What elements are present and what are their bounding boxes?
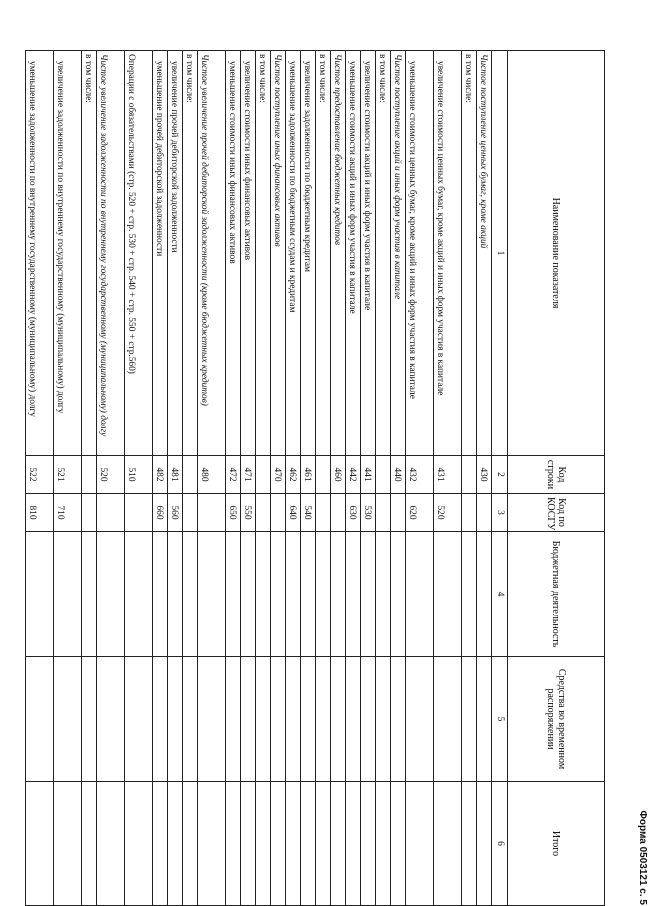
- row-kosgu: 560: [168, 494, 183, 532]
- row-temp-funds-value: [26, 657, 54, 782]
- row-total-value: [125, 782, 153, 906]
- row-budget-value: [153, 532, 168, 657]
- row-kosgu: 540: [301, 494, 316, 532]
- row-kosgu: [183, 494, 198, 532]
- header-row: [508, 51, 605, 906]
- row-name: увеличение стоимости ценных бумаг, кроме акций и иных форм участия в капитале: [434, 51, 462, 456]
- row-name: увеличение задолженности по внутреннему государственному (муниципальному) долгу: [54, 51, 82, 456]
- row-budget-value: [376, 532, 391, 657]
- row-budget-value: [361, 532, 376, 657]
- row-temp-funds-value: [226, 657, 241, 782]
- row-budget-value: [241, 532, 256, 657]
- row-kosgu: [316, 494, 331, 532]
- row-code: [183, 456, 198, 494]
- row-total-value: [198, 782, 226, 906]
- row-name: уменьшение задолженности по внутреннему государственному (муниципальному) долгу: [26, 51, 54, 456]
- row-name: уменьшение стоимости иных финансовых активов: [226, 51, 241, 456]
- row-code: 441: [361, 456, 376, 494]
- row-total-value: [331, 782, 346, 906]
- row-total-value: [361, 782, 376, 906]
- row-name: Чистое поступление иных финансовых активов: [271, 51, 286, 456]
- row-code: 470: [271, 456, 286, 494]
- header-number: 1: [492, 51, 508, 456]
- row-budget-value: [286, 532, 301, 657]
- row-code: 522: [26, 456, 54, 494]
- table-row: [361, 51, 376, 906]
- row-temp-funds-value: [271, 657, 286, 782]
- row-kosgu: [331, 494, 346, 532]
- report-table: [25, 50, 605, 906]
- row-kosgu: 550: [241, 494, 256, 532]
- row-temp-funds-value: [97, 657, 125, 782]
- row-temp-funds-value: [82, 657, 97, 782]
- row-name: уменьшение стоимости ценных бумаг, кроме акций и иных форм участия в капитале: [406, 51, 434, 456]
- row-kosgu: 660: [153, 494, 168, 532]
- row-temp-funds-value: [331, 657, 346, 782]
- row-kosgu: [82, 494, 97, 532]
- row-budget-value: [301, 532, 316, 657]
- row-total-value: [462, 782, 477, 906]
- row-temp-funds-value: [54, 657, 82, 782]
- row-temp-funds-value: [361, 657, 376, 782]
- row-name: увеличение стоимости акций и иных форм участия в капитале: [361, 51, 376, 456]
- row-total-value: [97, 782, 125, 906]
- row-budget-value: [434, 532, 462, 657]
- row-code: [256, 456, 271, 494]
- row-kosgu: 530: [361, 494, 376, 532]
- row-code: 431: [434, 456, 462, 494]
- row-total-value: [434, 782, 462, 906]
- row-total-value: [286, 782, 301, 906]
- header-temp-funds: Средства во временном распоряжении: [508, 657, 605, 782]
- row-code: 440: [391, 456, 406, 494]
- table-row: [391, 51, 406, 906]
- row-name: увеличение прочей дебиторской задолженности: [168, 51, 183, 456]
- row-temp-funds-value: [241, 657, 256, 782]
- row-budget-value: [26, 532, 54, 657]
- row-kosgu: 650: [226, 494, 241, 532]
- row-name: Чистое поступление акций и иных форм участия в капитале: [391, 51, 406, 456]
- row-kosgu: 640: [286, 494, 301, 532]
- row-code: 521: [54, 456, 82, 494]
- row-name: в том числе:: [82, 51, 97, 456]
- row-total-value: [153, 782, 168, 906]
- row-name: в том числе:: [316, 51, 331, 456]
- header-number: 6: [492, 782, 508, 906]
- header-number: 5: [492, 657, 508, 782]
- row-budget-value: [82, 532, 97, 657]
- row-budget-value: [462, 532, 477, 657]
- row-temp-funds-value: [316, 657, 331, 782]
- row-kosgu: [198, 494, 226, 532]
- row-code: 460: [331, 456, 346, 494]
- row-budget-value: [256, 532, 271, 657]
- row-total-value: [301, 782, 316, 906]
- row-temp-funds-value: [168, 657, 183, 782]
- header-row-code: Код строки: [508, 456, 605, 494]
- row-total-value: [168, 782, 183, 906]
- row-name: уменьшение задолженности по бюджетным ссудам и кредитам: [286, 51, 301, 456]
- row-name: увеличение стоимости иных финансовых активов: [241, 51, 256, 456]
- row-code: 432: [406, 456, 434, 494]
- header-kosgu: Код по КОСГУ: [508, 494, 605, 532]
- table-row: [406, 51, 434, 906]
- table-row: [125, 51, 153, 906]
- row-budget-value: [97, 532, 125, 657]
- rotated-report: [25, 50, 648, 905]
- row-code: [82, 456, 97, 494]
- table-row: [256, 51, 271, 906]
- table-row: [434, 51, 462, 906]
- row-budget-value: [125, 532, 153, 657]
- table-row: [183, 51, 198, 906]
- row-budget-value: [226, 532, 241, 657]
- row-code: 442: [346, 456, 361, 494]
- table-row: [286, 51, 301, 906]
- row-name: Чистое увеличение задолженности по внутреннему государственному (муниципальному) долгу: [97, 51, 125, 456]
- table-row: [376, 51, 391, 906]
- table-row: [462, 51, 477, 906]
- table-row: [271, 51, 286, 906]
- row-kosgu: [477, 494, 492, 532]
- table-row: [198, 51, 226, 906]
- row-temp-funds-value: [391, 657, 406, 782]
- row-total-value: [477, 782, 492, 906]
- row-total-value: [391, 782, 406, 906]
- row-code: 481: [168, 456, 183, 494]
- row-kosgu: 810: [26, 494, 54, 532]
- table-row: [168, 51, 183, 906]
- row-budget-value: [271, 532, 286, 657]
- header-budget: Бюджетная деятельность: [508, 532, 605, 657]
- table-row: [226, 51, 241, 906]
- header-number: 2: [492, 456, 508, 494]
- row-kosgu: [376, 494, 391, 532]
- table-row: [346, 51, 361, 906]
- row-code: 430: [477, 456, 492, 494]
- row-temp-funds-value: [125, 657, 153, 782]
- row-temp-funds-value: [301, 657, 316, 782]
- row-code: 480: [198, 456, 226, 494]
- table-row: [477, 51, 492, 906]
- row-name: в том числе:: [256, 51, 271, 456]
- row-temp-funds-value: [153, 657, 168, 782]
- table-row: [331, 51, 346, 906]
- row-budget-value: [198, 532, 226, 657]
- row-name: Чистое поступление ценных бумаг, кроме акций: [477, 51, 492, 456]
- row-code: [462, 456, 477, 494]
- row-code: 482: [153, 456, 168, 494]
- row-budget-value: [406, 532, 434, 657]
- row-kosgu: [462, 494, 477, 532]
- row-budget-value: [477, 532, 492, 657]
- table-row: [241, 51, 256, 906]
- row-budget-value: [346, 532, 361, 657]
- table-row: [316, 51, 331, 906]
- row-name: Чистое увеличение прочей дебиторской задолженности (кроме бюджетных кредитов): [198, 51, 226, 456]
- report-body: [26, 51, 492, 906]
- row-code: 462: [286, 456, 301, 494]
- table-row: [82, 51, 97, 906]
- table-row: [54, 51, 82, 906]
- row-temp-funds-value: [462, 657, 477, 782]
- table-row: [97, 51, 125, 906]
- row-temp-funds-value: [477, 657, 492, 782]
- row-total-value: [406, 782, 434, 906]
- row-budget-value: [183, 532, 198, 657]
- row-total-value: [183, 782, 198, 906]
- row-temp-funds-value: [286, 657, 301, 782]
- header-number: 4: [492, 532, 508, 657]
- row-temp-funds-value: [406, 657, 434, 782]
- row-name: увеличение задолженности по бюджетным кредитам: [301, 51, 316, 456]
- row-temp-funds-value: [376, 657, 391, 782]
- row-kosgu: [271, 494, 286, 532]
- table-row: [153, 51, 168, 906]
- row-total-value: [316, 782, 331, 906]
- row-code: 510: [125, 456, 153, 494]
- row-temp-funds-value: [256, 657, 271, 782]
- row-total-value: [241, 782, 256, 906]
- row-name: уменьшение стоимости акций и иных форм участия в капитале: [346, 51, 361, 456]
- row-kosgu: 520: [434, 494, 462, 532]
- header-numbers-row: [492, 51, 508, 906]
- row-code: 461: [301, 456, 316, 494]
- row-name: Операции с обязательствами (стр. 520 + стр. 530 + стр. 540 + стр. 550 + стр.560): [125, 51, 153, 456]
- row-total-value: [256, 782, 271, 906]
- row-code: 472: [226, 456, 241, 494]
- row-total-value: [376, 782, 391, 906]
- row-kosgu: [125, 494, 153, 532]
- row-name: в том числе:: [462, 51, 477, 456]
- row-name: в том числе:: [376, 51, 391, 456]
- header-name: Наименование показателя: [508, 51, 605, 456]
- row-budget-value: [168, 532, 183, 657]
- row-total-value: [226, 782, 241, 906]
- row-total-value: [346, 782, 361, 906]
- form-code: Форма 0503121 с. 5: [637, 810, 648, 905]
- row-code: 520: [97, 456, 125, 494]
- row-kosgu: [97, 494, 125, 532]
- row-budget-value: [54, 532, 82, 657]
- row-name: уменьшение прочей дебиторской задолженности: [153, 51, 168, 456]
- row-code: [316, 456, 331, 494]
- table-row: [26, 51, 54, 906]
- row-kosgu: 630: [346, 494, 361, 532]
- row-total-value: [271, 782, 286, 906]
- row-code: [376, 456, 391, 494]
- row-temp-funds-value: [198, 657, 226, 782]
- row-total-value: [26, 782, 54, 906]
- header-number: 3: [492, 494, 508, 532]
- row-budget-value: [391, 532, 406, 657]
- row-kosgu: 710: [54, 494, 82, 532]
- row-temp-funds-value: [434, 657, 462, 782]
- row-kosgu: [256, 494, 271, 532]
- row-code: 471: [241, 456, 256, 494]
- row-temp-funds-value: [183, 657, 198, 782]
- row-name: Чистое предоставление бюджетных кредитов: [331, 51, 346, 456]
- row-total-value: [54, 782, 82, 906]
- row-temp-funds-value: [346, 657, 361, 782]
- header-total: Итого: [508, 782, 605, 906]
- row-name: в том числе:: [183, 51, 198, 456]
- table-row: [301, 51, 316, 906]
- row-budget-value: [331, 532, 346, 657]
- row-kosgu: 620: [406, 494, 434, 532]
- row-budget-value: [316, 532, 331, 657]
- row-total-value: [82, 782, 97, 906]
- row-kosgu: [391, 494, 406, 532]
